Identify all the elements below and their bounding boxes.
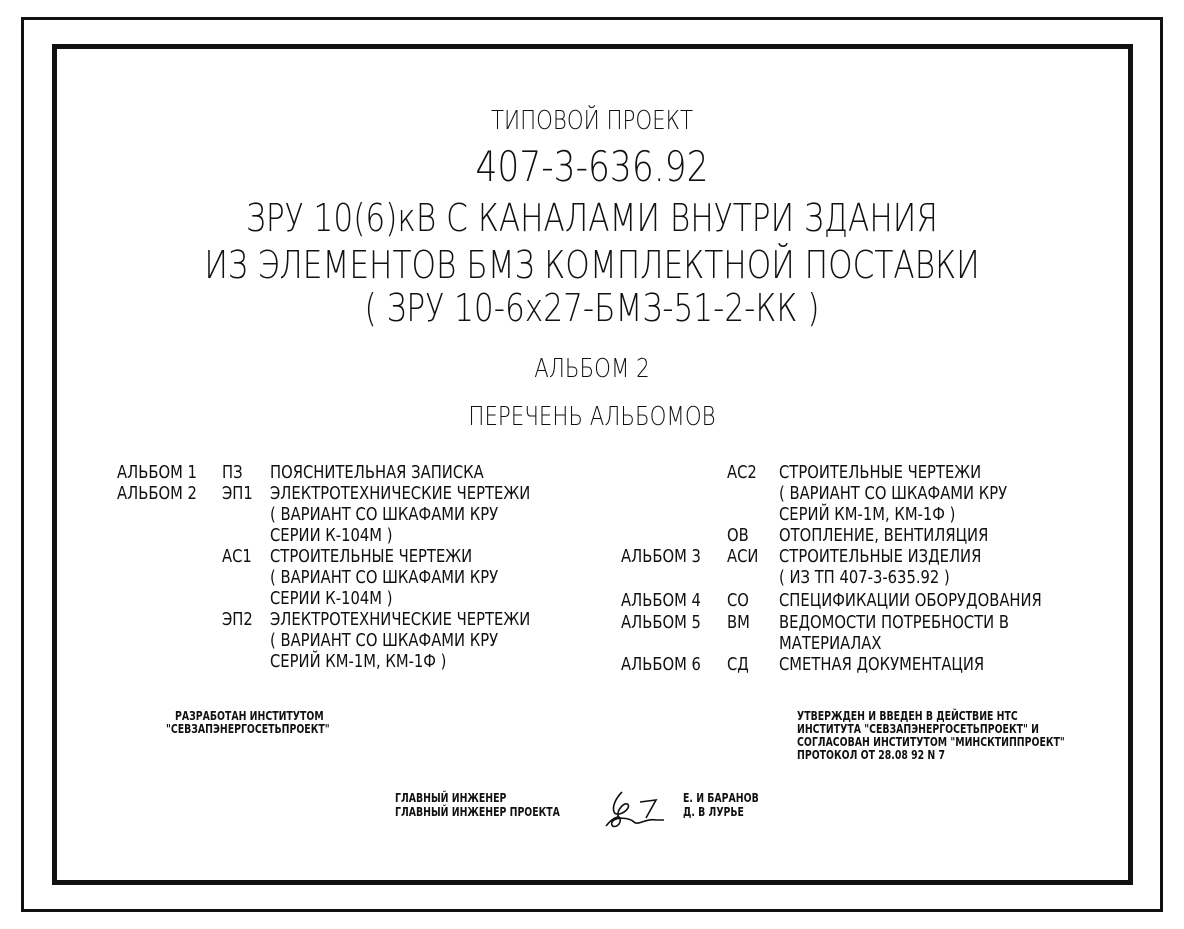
right-desc-6-line-1: СМЕТНАЯ ДОКУМЕНТАЦИЯ	[779, 654, 985, 675]
project-type-label: ТИПОВОЙ ПРОЕКТ	[490, 106, 694, 136]
left-desc-3-line-2: ( ВАРИАНТ СО ШКАФАМИ КРУ	[270, 567, 499, 588]
left-desc-4-line-2: ( ВАРИАНТ СО ШКАФАМИ КРУ	[270, 630, 499, 651]
title-line-2: ИЗ ЭЛЕМЕНТОВ БМЗ КОМПЛЕКТНОЙ ПОСТАВКИ	[204, 243, 980, 287]
left-desc-3-line-1: СТРОИТЕЛЬНЫЕ ЧЕРТЕЖИ	[270, 546, 473, 567]
left-desc-4-line-3: СЕРИЙ КМ-1М, КМ-1Ф )	[270, 651, 447, 672]
left-desc-2-line-2: ( ВАРИАНТ СО ШКАФАМИ КРУ	[270, 504, 499, 525]
approval-line-2: ИНСТИТУТА "СЕВЗАПЭНЕРГОСЕТЬПРОЕКТ" И	[797, 722, 1039, 736]
approval-line-1: УТВЕРЖДЕН И ВВЕДЕН В ДЕЙСТВИЕ НТС	[797, 709, 1018, 723]
left-desc-4-line-1: ЭЛЕКТРОТЕХНИЧЕСКИЕ ЧЕРТЕЖИ	[270, 609, 531, 630]
approval-line-4: ПРОТОКОЛ ОТ 28.08 92 N 7	[797, 748, 945, 762]
left-desc-2-line-1: ЭЛЕКТРОТЕХНИЧЕСКИЕ ЧЕРТЕЖИ	[270, 483, 531, 504]
developer-line-2: "СЕВЗАПЭНЕРГОСЕТЬПРОЕКТ"	[166, 722, 330, 736]
left-code-2: ЭП1	[222, 483, 253, 504]
right-code-4: СО	[727, 590, 749, 611]
left-desc-2-line-3: СЕРИИ К-104М )	[270, 525, 393, 546]
left-album-2: АЛЬБОМ 2	[117, 483, 197, 504]
right-desc-2-line-1: ОТОПЛЕНИЕ, ВЕНТИЛЯЦИЯ	[779, 525, 989, 546]
left-album-1: АЛЬБОМ 1	[117, 462, 197, 483]
handwritten-signature	[600, 788, 674, 832]
left-code-3: АС1	[222, 546, 252, 567]
right-desc-5-line-2: МАТЕРИАЛАХ	[779, 633, 882, 654]
right-album-4: АЛЬБОМ 4	[621, 590, 701, 611]
right-code-5: ВМ	[727, 612, 750, 633]
right-album-5: АЛЬБОМ 5	[621, 612, 701, 633]
right-desc-1-line-2: ( ВАРИАНТ СО ШКАФАМИ КРУ	[779, 483, 1008, 504]
role-chief-project-engineer: ГЛАВНЫЙ ИНЖЕНЕР ПРОЕКТА	[395, 805, 560, 819]
right-album-6: АЛЬБОМ 6	[621, 654, 701, 675]
right-desc-4-line-1: СПЕЦИФИКАЦИИ ОБОРУДОВАНИЯ	[779, 590, 1042, 611]
right-desc-3-line-2: ( ИЗ ТП 407-3-635.92 )	[779, 567, 950, 588]
right-code-1: АС2	[727, 462, 757, 483]
title-line-1: ЗРУ 10(6)кВ С КАНАЛАМИ ВНУТРИ ЗДАНИЯ	[246, 196, 938, 240]
album-list-heading: ПЕРЕЧЕНЬ АЛЬБОМОВ	[468, 402, 716, 432]
right-code-6: СД	[727, 654, 749, 675]
album-label: АЛЬБОМ 2	[534, 354, 650, 384]
left-code-4: ЭП2	[222, 609, 253, 630]
right-code-3: АСИ	[727, 546, 759, 567]
left-code-1: ПЗ	[222, 462, 243, 483]
name-lurie: Д. В ЛУРЬЕ	[683, 805, 744, 819]
left-desc-1-line-1: ПОЯСНИТЕЛЬНАЯ ЗАПИСКА	[270, 462, 484, 483]
left-desc-3-line-3: СЕРИИ К-104М )	[270, 588, 393, 609]
role-chief-engineer: ГЛАВНЫЙ ИНЖЕНЕР	[395, 791, 507, 805]
right-desc-3-line-1: СТРОИТЕЛЬНЫЕ ИЗДЕЛИЯ	[779, 546, 982, 567]
right-desc-1-line-1: СТРОИТЕЛЬНЫЕ ЧЕРТЕЖИ	[779, 462, 982, 483]
developer-line-1: РАЗРАБОТАН ИНСТИТУТОМ	[175, 709, 324, 723]
right-desc-1-line-3: СЕРИЙ КМ-1М, КМ-1Ф )	[779, 504, 956, 525]
right-desc-5-line-1: ВЕДОМОСТИ ПОТРЕБНОСТИ В	[779, 612, 1009, 633]
title-line-3: ( ЗРУ 10-6х27-БМЗ-51-2-КК )	[364, 286, 820, 330]
project-number: 407-3-636.92	[475, 142, 709, 191]
approval-line-3: СОГЛАСОВАН ИНСТИТУТОМ "МИНСКТИППРОЕКТ"	[797, 735, 1065, 749]
right-album-3: АЛЬБОМ 3	[621, 546, 701, 567]
name-baranov: Е. И БАРАНОВ	[683, 791, 759, 805]
right-code-2: ОВ	[727, 525, 749, 546]
